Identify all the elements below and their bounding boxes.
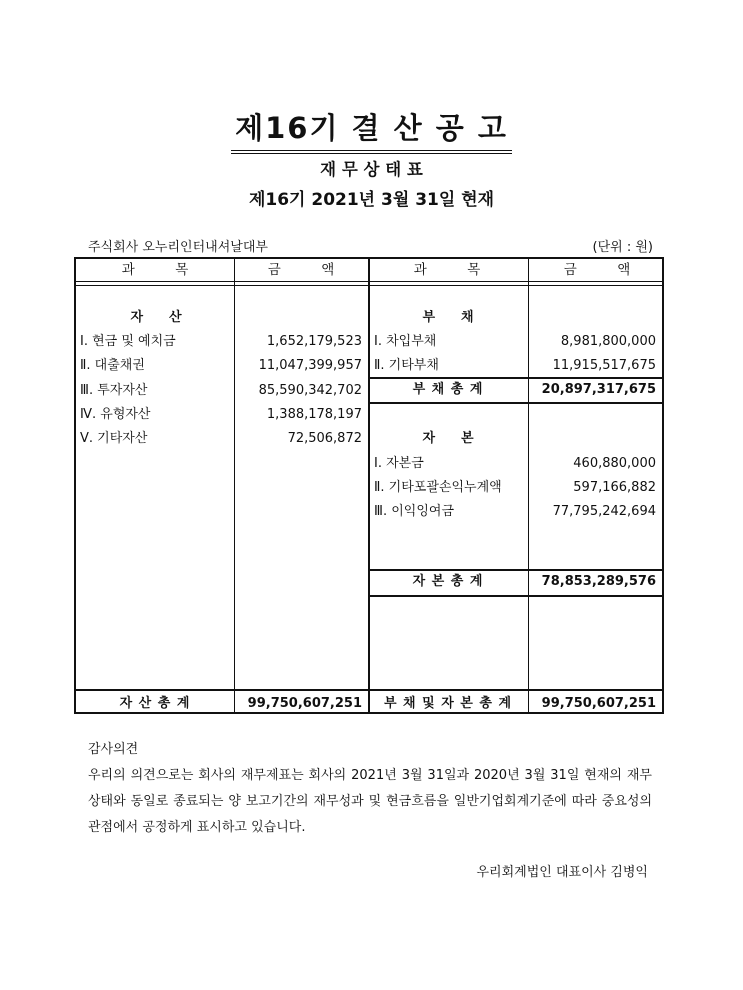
header-amount-left: 금 액	[267, 262, 335, 278]
statement-date: 제16기 2021년 3월 31일 현재	[248, 190, 495, 210]
header-item-right: 과 목	[413, 262, 481, 278]
balance-sheet-table	[74, 257, 664, 714]
liability-item-amount: 11,915,517,675	[552, 358, 656, 373]
liabilities-total-amount: 20,897,317,675	[541, 382, 656, 397]
equity-item-amount: 597,166,882	[573, 480, 656, 495]
asset-item-amount: 11,047,399,957	[258, 358, 362, 373]
equity-item-name: Ⅱ. 기타포괄손익누계액	[374, 480, 502, 495]
assets-section-label: 자 산	[130, 310, 182, 325]
liability-item-name: Ⅱ. 기타부채	[374, 358, 439, 373]
equity-item-name: Ⅰ. 자본금	[374, 456, 424, 471]
row-divider	[369, 377, 662, 379]
asset-item-amount: 1,652,179,523	[266, 334, 362, 349]
header-item-left: 과 목	[121, 262, 189, 278]
audit-opinion-title: 감사의견	[88, 742, 139, 757]
equity-total-label: 자 본 총 계	[412, 574, 484, 589]
row-divider	[369, 402, 662, 404]
liabilities-section-label: 부 채	[422, 310, 474, 325]
equity-item-amount: 77,795,242,694	[552, 504, 656, 519]
asset-item-name: Ⅱ. 대출채권	[80, 358, 145, 373]
equity-total-amount: 78,853,289,576	[541, 574, 656, 589]
audit-opinion-text: 우리의 의견으로는 회사의 재무제표는 회사의 2021년 3월 31일과 2020년 3월 31일 현재의 재무상태와 동일로 종료되는 양 보고기간의 재무성과 및 현금흐름을 일반기업회계기준에 따라 중요성의 관점에서 공정하게 표시하고 있습니다.	[88, 768, 652, 835]
equity-section-label: 자 본	[422, 431, 474, 446]
liab-equity-total-label: 부 채 및 자 본 총 계	[383, 696, 513, 711]
header-divider	[76, 285, 662, 286]
asset-item-name: Ⅲ. 투자자산	[80, 383, 148, 398]
liability-item-name: Ⅰ. 차입부채	[374, 334, 437, 349]
assets-total-label: 자 산 총 계	[119, 696, 191, 711]
asset-item-amount: 1,388,178,197	[266, 407, 362, 422]
header-amount-right: 금 액	[563, 262, 631, 278]
asset-item-name: Ⅳ. 유형자산	[80, 407, 151, 422]
row-divider	[369, 569, 662, 571]
liability-item-amount: 8,981,800,000	[560, 334, 656, 349]
liab-equity-total-amount: 99,750,607,251	[541, 696, 656, 711]
asset-item-amount: 72,506,872	[287, 431, 362, 446]
total-divider	[76, 689, 662, 691]
assets-total-amount: 99,750,607,251	[247, 696, 362, 711]
asset-item-name: Ⅰ. 현금 및 예치금	[80, 334, 176, 349]
equity-item-amount: 460,880,000	[573, 456, 656, 471]
asset-item-amount: 85,590,342,702	[258, 383, 362, 398]
asset-item-name: Ⅴ. 기타자산	[80, 431, 148, 446]
equity-item-name: Ⅲ. 이익잉여금	[374, 504, 455, 519]
unit-label: (단위 : 원)	[592, 240, 653, 255]
row-divider	[369, 595, 662, 597]
statement-name: 재 무 상 태 표	[320, 160, 423, 179]
auditor-signature: 우리회계법인 대표이사 김병익	[476, 865, 648, 880]
company-name: 주식회사 오누리인터내셔날대부	[88, 240, 268, 255]
page-title: 제16기 결 산 공 고	[0, 106, 743, 154]
liabilities-total-label: 부 채 총 계	[412, 382, 484, 397]
header-divider	[76, 281, 662, 282]
